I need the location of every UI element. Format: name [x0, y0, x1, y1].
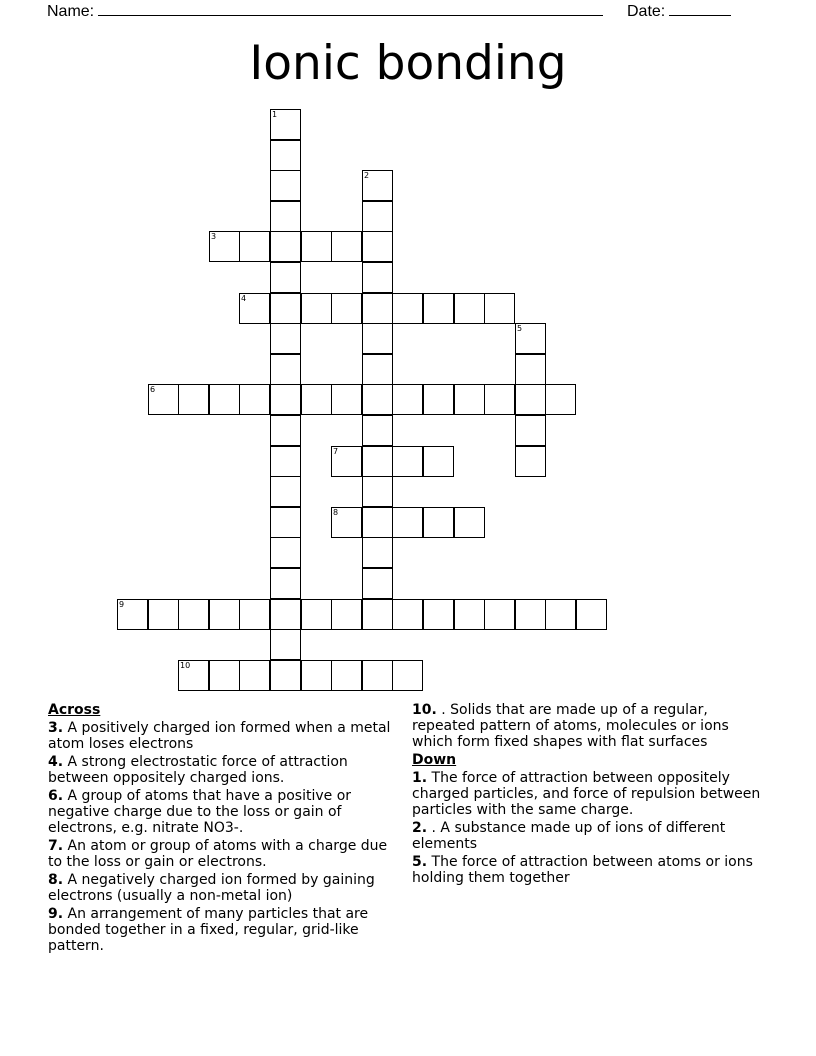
crossword-cell[interactable]: [270, 446, 301, 477]
crossword-cell[interactable]: [392, 384, 423, 415]
crossword-cell[interactable]: [515, 323, 546, 354]
crossword-cell[interactable]: [239, 599, 270, 630]
crossword-cell[interactable]: [362, 201, 393, 232]
crossword-cell[interactable]: [331, 231, 362, 262]
crossword-cell[interactable]: [301, 231, 332, 262]
crossword-cell[interactable]: [301, 384, 332, 415]
clue-text: The force of attraction between atoms or ions holding them together: [412, 854, 753, 886]
date-row: [627, 0, 731, 21]
across-clue-8: [48, 872, 398, 904]
crossword-cell[interactable]: [392, 446, 423, 477]
across-clue-7: [48, 838, 398, 870]
clue-text: . Solids that are made up of a regular, repeated pattern of atoms, molecules or ions which form fixed shapes with flat surfaces: [412, 702, 729, 750]
across-clue-6: [48, 788, 398, 836]
crossword-cell[interactable]: [392, 599, 423, 630]
clue-number: 1.: [412, 770, 428, 786]
clue-number-label: 5: [517, 324, 523, 333]
crossword-cell[interactable]: [392, 660, 423, 691]
crossword-cell[interactable]: [362, 231, 393, 262]
crossword-cell[interactable]: [362, 415, 393, 446]
crossword-cell[interactable]: [270, 415, 301, 446]
clue-number-label: 6: [150, 385, 156, 394]
clue-number: 10.: [412, 702, 437, 718]
clue-text: An arrangement of many particles that are bonded together in a fixed, regular, grid-like pattern.: [48, 906, 369, 954]
crossword-cell[interactable]: [423, 507, 454, 538]
crossword-cell[interactable]: [239, 231, 270, 262]
crossword-cell[interactable]: [209, 384, 240, 415]
clue-text: A strong electrostatic force of attraction between oppositely charged ions.: [48, 754, 348, 786]
crossword-cell[interactable]: [454, 507, 485, 538]
clue-number-label: 10: [180, 661, 191, 670]
crossword-cell[interactable]: [331, 660, 362, 691]
clue-number-label: 1: [272, 110, 278, 119]
across-clue-9: [48, 906, 398, 954]
crossword-cell[interactable]: [545, 384, 576, 415]
crossword-cell[interactable]: [331, 384, 362, 415]
date-field[interactable]: [669, 0, 731, 16]
across-heading: Across: [48, 702, 101, 718]
crossword-cell[interactable]: [362, 262, 393, 293]
crossword-cell[interactable]: [362, 476, 393, 507]
clue-number-label: 2: [364, 171, 370, 180]
crossword-cell[interactable]: [362, 599, 393, 630]
crossword-cell[interactable]: [362, 293, 393, 324]
clue-text: A group of atoms that have a positive or negative charge due to the loss or gain of electrons, e.g. nitrate NO3-.: [48, 788, 352, 836]
crossword-cell[interactable]: [331, 507, 362, 538]
crossword-cell[interactable]: [270, 476, 301, 507]
crossword-cell[interactable]: [362, 507, 393, 538]
crossword-cell[interactable]: [454, 599, 485, 630]
crossword-cell[interactable]: [484, 599, 515, 630]
crossword-cell[interactable]: [270, 293, 301, 324]
crossword-cell[interactable]: [454, 384, 485, 415]
clue-text: A positively charged ion formed when a metal atom loses electrons: [48, 720, 391, 752]
crossword-cell[interactable]: [331, 293, 362, 324]
crossword-cell[interactable]: [392, 507, 423, 538]
crossword-cell[interactable]: [239, 293, 270, 324]
clue-text: An atom or group of atoms with a charge due to the loss or gain or electrons.: [48, 838, 388, 870]
crossword-cell[interactable]: [270, 170, 301, 201]
crossword-cell[interactable]: [576, 599, 607, 630]
crossword-cell[interactable]: [301, 599, 332, 630]
clue-number-label: 4: [241, 294, 247, 303]
crossword-cell[interactable]: [178, 384, 209, 415]
crossword-cell[interactable]: [454, 293, 485, 324]
crossword-cell[interactable]: [270, 537, 301, 568]
down-clue-1: [412, 770, 762, 818]
crossword-cell[interactable]: [362, 170, 393, 201]
clue-number: 9.: [48, 906, 64, 922]
crossword-cell[interactable]: [270, 354, 301, 385]
crossword-cell[interactable]: [515, 446, 546, 477]
across-clue-4: [48, 754, 398, 786]
crossword-cell[interactable]: [148, 599, 179, 630]
page-title: Ionic bonding: [249, 36, 567, 91]
clue-number: 6.: [48, 788, 64, 804]
crossword-cell[interactable]: [545, 599, 576, 630]
name-field[interactable]: [98, 0, 603, 16]
crossword-cell[interactable]: [301, 660, 332, 691]
down-clue-2: [412, 820, 762, 852]
date-label: Date:: [627, 3, 666, 20]
crossword-cell[interactable]: [270, 629, 301, 660]
crossword-cell[interactable]: [239, 660, 270, 691]
clue-number: 3.: [48, 720, 64, 736]
crossword-cell[interactable]: [270, 231, 301, 262]
crossword-cell[interactable]: [209, 231, 240, 262]
clue-text: A negatively charged ion formed by gaining electrons (usually a non-metal ion): [48, 872, 375, 904]
crossword-cell[interactable]: [239, 384, 270, 415]
clues-column-right: [412, 702, 762, 888]
crossword-cell[interactable]: [270, 140, 301, 171]
crossword-cell[interactable]: [392, 293, 423, 324]
down-clue-5: [412, 854, 762, 886]
crossword-cell[interactable]: [423, 384, 454, 415]
crossword-cell[interactable]: [362, 537, 393, 568]
crossword-cell[interactable]: [178, 599, 209, 630]
crossword-cell[interactable]: [270, 262, 301, 293]
crossword-cell[interactable]: [362, 446, 393, 477]
crossword-cell[interactable]: [209, 660, 240, 691]
down-heading: Down: [412, 752, 457, 768]
crossword-cell[interactable]: [117, 599, 148, 630]
crossword-cell[interactable]: [362, 384, 393, 415]
clue-number-label: 8: [333, 508, 339, 517]
crossword-cell[interactable]: [301, 293, 332, 324]
crossword-cell[interactable]: [270, 384, 301, 415]
crossword-cell[interactable]: [178, 660, 209, 691]
crossword-cell[interactable]: [515, 415, 546, 446]
crossword-cell[interactable]: [148, 384, 179, 415]
crossword-cell[interactable]: [270, 201, 301, 232]
crossword-cell[interactable]: [484, 384, 515, 415]
crossword-cell[interactable]: [423, 599, 454, 630]
clue-number: 8.: [48, 872, 64, 888]
clue-number: 2.: [412, 820, 428, 836]
across-clue-10: [412, 702, 762, 750]
crossword-cell[interactable]: [362, 354, 393, 385]
name-row: [47, 0, 603, 21]
crossword-cell[interactable]: [484, 293, 515, 324]
clues-column-left: [48, 702, 398, 956]
crossword-cell[interactable]: [515, 599, 546, 630]
crossword-cell[interactable]: [270, 568, 301, 599]
crossword-cell[interactable]: [270, 599, 301, 630]
crossword-cell[interactable]: [331, 599, 362, 630]
crossword-cell[interactable]: [270, 507, 301, 538]
crossword-cell[interactable]: [423, 446, 454, 477]
crossword-cell[interactable]: [270, 323, 301, 354]
clue-number: 5.: [412, 854, 428, 870]
clue-number: 4.: [48, 754, 64, 770]
crossword-cell[interactable]: [362, 323, 393, 354]
crossword-cell[interactable]: [362, 660, 393, 691]
clue-number-label: 7: [333, 447, 339, 456]
crossword-cell[interactable]: [515, 354, 546, 385]
clue-number-label: 9: [119, 600, 125, 609]
crossword-cell[interactable]: [209, 599, 240, 630]
crossword-cell[interactable]: [362, 568, 393, 599]
name-label: Name:: [47, 3, 95, 20]
clue-number: 7.: [48, 838, 64, 854]
crossword-cell[interactable]: [423, 293, 454, 324]
clue-number-label: 3: [211, 232, 217, 241]
crossword-cell[interactable]: [270, 109, 301, 140]
crossword-cell[interactable]: [331, 446, 362, 477]
across-clue-3: [48, 720, 398, 752]
crossword-cell[interactable]: [270, 660, 301, 691]
clue-text: . A substance made up of ions of different elements: [412, 820, 726, 852]
clue-text: The force of attraction between oppositely charged particles, and force of repulsion between particles with the same charge.: [412, 770, 761, 818]
crossword-cell[interactable]: [515, 384, 546, 415]
